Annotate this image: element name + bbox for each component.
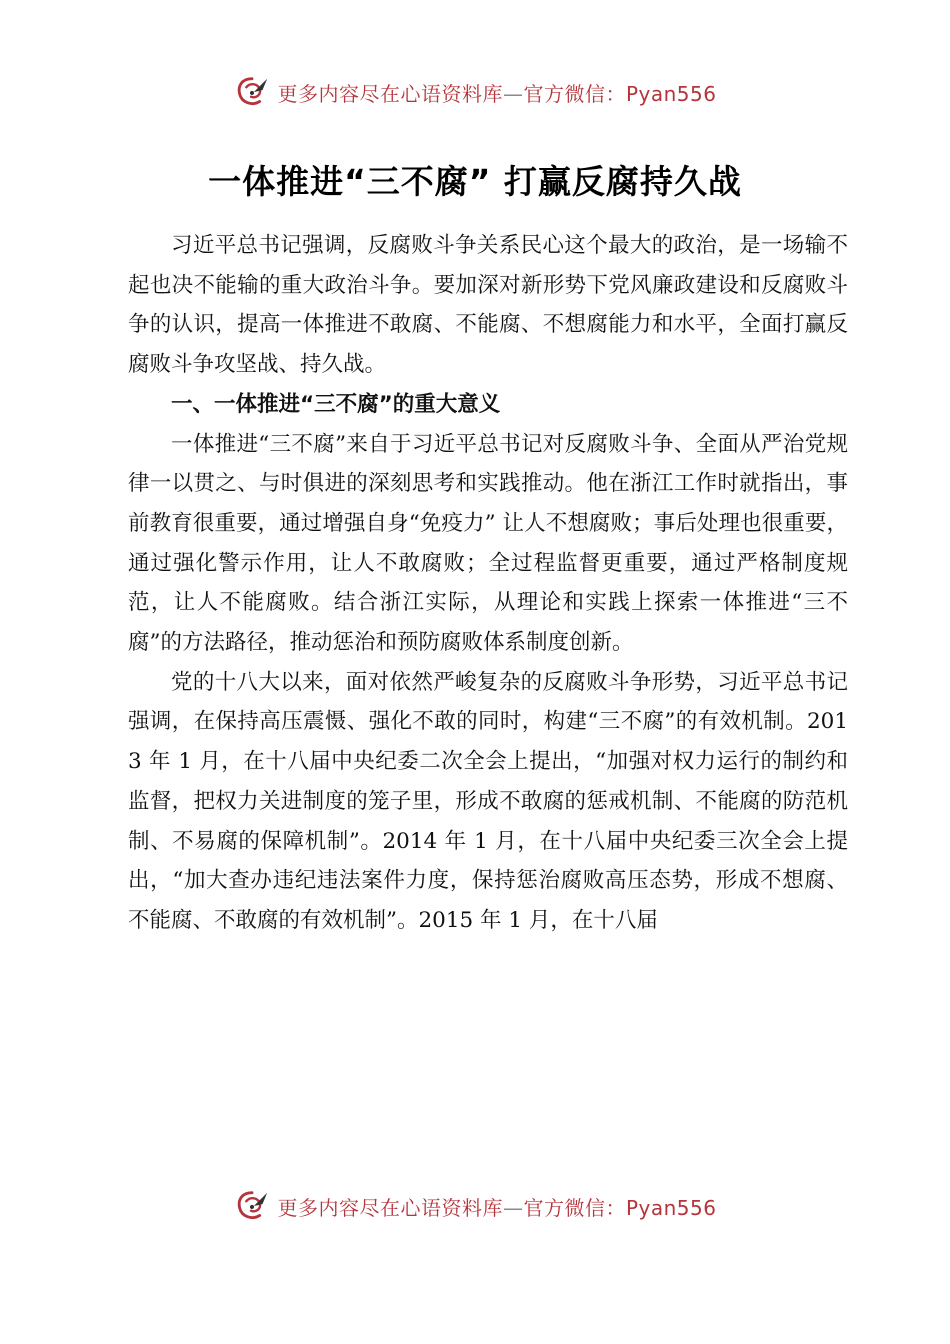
paragraph-history: 党的十八大以来，面对依然严峻复杂的反腐败斗争形势，习近平总书记强调，在保持高压震慑、强化不敢的同时，构建“三不腐”的有效机制。2013 年 1 月，在十八届中央纪委二次全会上提出，“加强对权力运行的制约和监督，把权力关进制度的笼子里，形成不敢腐的惩戒机制、不能腐的防范机制、不易腐的保障机制”。2014 年 1 月，在十八届中央纪委三次全会上提出，“加大查办违纪违法案件力度，保持惩治腐败高压态势，形成不想腐、不能腐、不敢腐的有效机制”。2015 年 1 月，在十八届 xyxy=(128,669,848,933)
watermark-suffix: 官方微信：Pyan556 xyxy=(523,81,717,106)
watermark-dash: — xyxy=(502,1195,524,1220)
footer-watermark xyxy=(0,1186,950,1226)
section-heading: 一、一体推进“三不腐”的重大意义 xyxy=(171,391,501,417)
watermark-prefix: 更多内容尽在心语资料库 xyxy=(277,81,503,106)
paragraph-origin: 一体推进“三不腐”来自于习近平总书记对反腐败斗争、全面从严治党规律一以贯之、与时俱进的深刻思考和实践推动。他在浙江工作时就指出，事前教育很重要，通过增强自身“免疫力” 让人不想腐败；事后处理也很重要，通过强化警示作用，让人不敢腐败；全过程监督更重要，通过严格制度规范，让人不能腐败。结合浙江实际，从理论和实践上探索一体推进“三不腐”的方法路径，推动惩治和预防腐败体系制度创新。 xyxy=(128,431,848,656)
quill-swirl-logo-icon xyxy=(233,1187,271,1225)
watermark-text xyxy=(277,78,716,107)
document-title: 一体推进“三不腐” 打赢反腐持久战 xyxy=(208,162,742,201)
watermark-dash: — xyxy=(502,81,524,106)
watermark-suffix: 官方微信：Pyan556 xyxy=(523,1195,717,1220)
watermark-prefix: 更多内容尽在心语资料库 xyxy=(277,1195,503,1220)
paragraph-intro: 习近平总书记强调，反腐败斗争关系民心这个最大的政治，是一场输不起也决不能输的重大政治斗争。要加深对新形势下党风廉政建设和反腐败斗争的认识，提高一体推进不敢腐、不能腐、不想腐能力和水平，全面打赢反腐败斗争攻坚战、持久战。 xyxy=(128,233,848,378)
watermark-text xyxy=(277,1192,716,1221)
document-body xyxy=(128,226,848,941)
quill-swirl-logo-icon xyxy=(233,73,271,111)
header-watermark xyxy=(0,72,950,112)
